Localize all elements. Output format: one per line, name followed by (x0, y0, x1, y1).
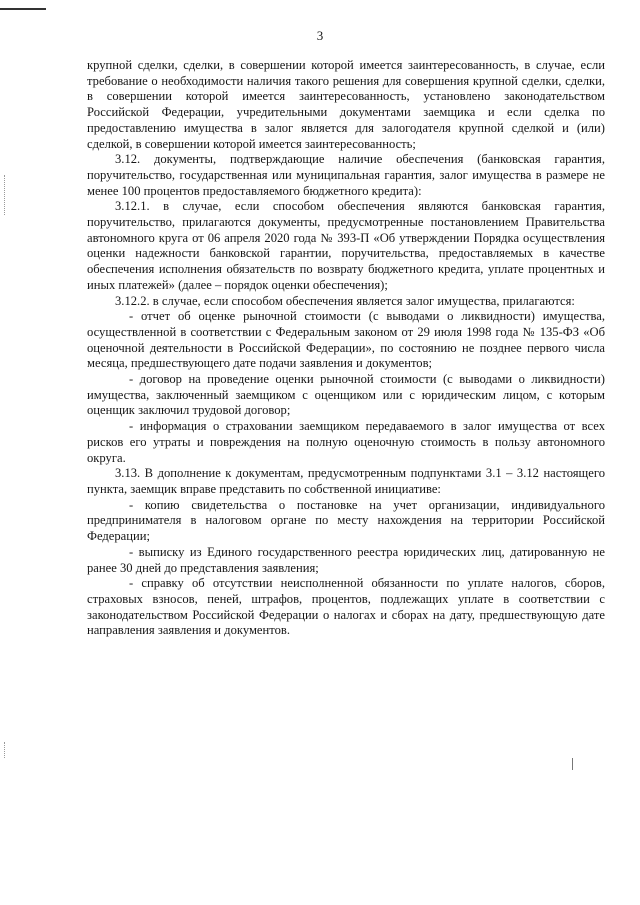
margin-scan-dots (4, 742, 7, 758)
page-number: 3 (316, 28, 324, 43)
list-item-paragraph: - договор на проведение оценки рыночной стоимости (с выводами о ликвидности) имущества, заключенный заемщиком с оценщиком или с юридическим лицом, с которым оценщик заключил трудовой договор; (87, 372, 605, 418)
paragraph: 3.12.1. в случае, если способом обеспечения являются банковская гарантия, поручительство, прилагаются документы, предусмотренные постановлением Правительства автономного круга от 06 апреля 2020 года № 393-П «Об утверждении Порядка осуществления оценки надежности банковской гарантии, поручительства, предоставляемых в качестве обеспечения исполнения обязательств по возврату бюджетного кредита, уплате процентных и иных платежей» (далее – порядок оценки обеспечения); (87, 199, 605, 292)
list-item-paragraph: - отчет об оценке рыночной стоимости (с выводами о ликвидности) имущества, осуществленной в соответствии с Федеральным законом от 29 июля 1998 года № 135-ФЗ «Об оценочной деятельности в Российской Федерации», по состоянию не позднее первого числа месяца, предшествующего дате подачи заявления и документов; (87, 309, 605, 371)
document-body (87, 58, 605, 639)
paragraph: крупной сделки, сделки, в совершении которой имеется заинтересованность, в случае, если требование о необходимости наличия такого решения для совершения крупной сделки, сделки, в совершении которой имеется заинтересованность, установлено законодательством Российской Федерации, учредительными документами заемщика и если сделка по предоставлению имущества в залог является для залогодателя крупной сделкой и (или) сделкой, в совершении которой имеется заинтересованность; (87, 58, 605, 151)
scan-mark (572, 758, 573, 770)
corner-rule (0, 8, 46, 10)
margin-scan-dots (4, 175, 7, 215)
list-item-paragraph: - информация о страховании заемщиком передаваемого в залог имущества от всех рисков его утраты и повреждения на полную оценочную стоимость в пользу автономного округа. (87, 419, 605, 465)
list-item-paragraph: - справку об отсутствии неисполненной обязанности по уплате налогов, сборов, страховых взносов, пеней, штрафов, процентов, подлежащих уплате в соответствии с законодательством Российской Федерации о налогах и сборах на дату, предшествующую дате направления заявления и документов. (87, 576, 605, 638)
paragraph: 3.12. документы, подтверждающие наличие обеспечения (банковская гарантия, поручительство, государственная или муниципальная гарантия, залог имущества в размере не менее 100 процентов предоставляемого бюджетного кредита): (87, 152, 605, 198)
list-item-paragraph: - копию свидетельства о постановке на учет организации, индивидуального предпринимателя в налоговом органе по месту нахождения на территории Российской Федерации; (87, 497, 605, 544)
paragraph: 3.12.2. в случае, если способом обеспечения является залог имущества, прилагаются: (115, 293, 575, 308)
list-item-paragraph: - выписку из Единого государственного реестра юридических лиц, датированную не ранее 30 дней до представления заявления; (87, 544, 605, 575)
paragraph: 3.13. В дополнение к документам, предусмотренным подпунктами 3.1 – 3.12 настоящего пункта, заемщик вправе представить по собственной инициативе: (87, 466, 605, 496)
